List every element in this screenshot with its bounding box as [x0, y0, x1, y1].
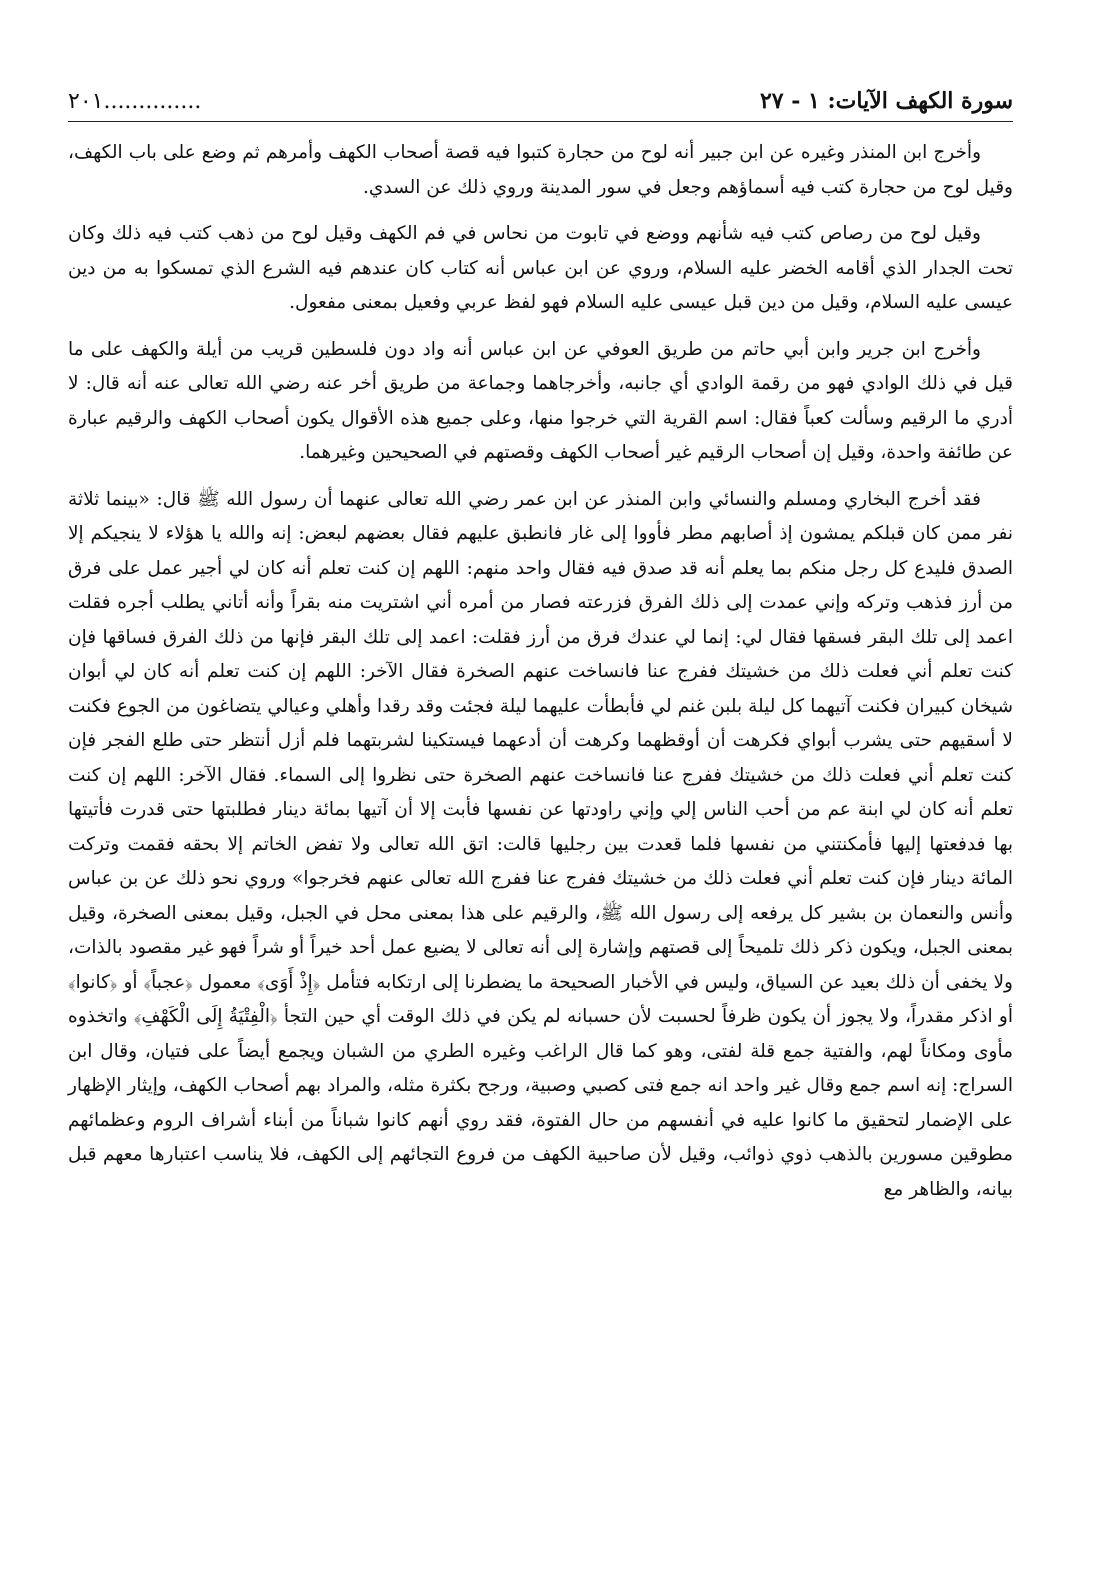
surah-title: سورة الكهف الآيات: ١ - ٢٧: [759, 88, 1013, 114]
paragraph-cave-hadith: فقد أخرج البخاري ومسلم والنسائي وابن المنذر عن ابن عمر رضي الله تعالى عنهما أن رسول الله ﷺ قال: «بينما ثلاثة نفر ممن كان قبلكم يمشون إذ أصابهم مطر فأووا إلى غار فانطبق عليهم فقال بعضهم لبعض: إنه والله يا هؤلاء لا ينجيكم إلا الصدق فليدع كل رجل منكم بما يعلم أنه قد صدق فيه فقال واحد منهم: اللهم إن كنت تعلم أنه كان لي أجير عمل على فرق من أرز فذهب وتركه وإني عمدت إلى ذلك الفرق فزرعته فصار من أمره أني اشتريت منه بقراً وأنه أتاني يطلب أجره فقلت اعمد إلى تلك البقر فسقها فقال لي: إنما لي عندك فرق من أرز فقلت: اعمد إلى تلك البقر فإنها من ذلك الفرق فساقها فإن كنت تعلم أني فعلت ذلك من خشيتك ففرج عنا فانساخت عنهم الصخرة فقال الآخر: اللهم إن كنت تعلم أنه كان لي أبوان شيخان كبيران فكنت آتيهما كل ليلة بلبن غنم لي فأبطأت عليهما ليلة فجئت وقد رقدا وأهلي وعيالي يتضاغون من الجوع فكنت لا أسقيهم حتى يشرب أبواي فكرهت أن أوقظهما وكرهت أن أدعهما فيستكينا لشربتهما فلم أزل أنتظر حتى طلع الفجر فإن كنت تعلم أني فعلت ذلك من خشيتك ففرج عنا فانساخت عنهم الصخرة حتى نظروا إلى السماء. فقال الآخر: اللهم إن كنت تعلم أنه كان لي ابنة عم من أحب الناس إلي وإني راودتها عن نفسها فأبت إلا أن آتيها بمائة دينار فطلبتها حتى قدرت فأتيتها بها فدفعتها إليها فأمكنتني من نفسها فلما قعدت بين رجليها قالت: اتق الله تعالى ولا تفض الخاتم إلا بحقه فقمت وتركت المائة دينار فإن كنت تعلم أني فعلت ذلك من خشيتك ففرج عنا ففرج الله تعالى عنهم فخرجوا» وروي نحو ذلك عن بن عباس وأنس والنعمان بن بشير كل يرفعه إلى رسول الله ﷺ، والرقيم على هذا بمعنى محل في الجبل، وقيل بمعنى الصخرة، وقيل بمعنى الجبل، ويكون ذكر ذلك تلميحاً إلى قصتهم وإشارة إلى أنه تعالى لا يضيع عمل أحد خيراً أو شراً فهو غير مقصود بالذات، ولا يخفى أن ذلك بعيد عن السياق، وليس في الأخبار الصحيحة ما يضطرنا إلى ارتكابه فتأمل ﴿إِذْ أَوَى﴾ معمول ﴿عجباً﴾ أو ﴿كانوا﴾ أو اذكر مقدراً، ولا يجوز أن يكون ظرفاً لحسبت لأن حسبانه لم يكن في ذلك الوقت أي حين التجأ ﴿الْفِتْيَةُ إِلَى الْكَهْفِ﴾ واتخذوه مأوى ومكاناً لهم، والفتية جمع قلة لفتى، وهو كما قال الراغب وغيره الطري من الشبان ويجمع أيضاً على فتيان، وقال ابن السراج: إنه اسم جمع وقال غير واحد انه جمع فتى كصبي وصبية، ورجح بكثرة مثله، والمراد بهم أصحاب الكهف، وإيثار الإظهار على الإضمار لتحقيق ما كانوا عليه في أنفسهم من حال الفتوة، فقد روي أنهم كانوا شباناً من أبناء أشراف الروم وعظمائهم مطوقين مسورين بالذهب ذوي ذوائب، وقيل لأن صاحبية الكهف من فروع التجائهم إلى الكهف، فلا يناسب اعتبارها معهم قبل بيانه، والظاهر مع: [68, 488, 1013, 1200]
running-header: [68, 86, 1013, 122]
paragraph-lead-tablet: وقيل لوح من رصاص كتب فيه شأنهم ووضع في تابوت من نحاس في فم الكهف وقيل لوح من ذهب كتب فيه ذلك وكان تحت الجدار الذي أقامه الخضر عليه السلام، وروي عن ابن عباس أنه كتاب كان عندهم فيه الشرع الذي تمسكوا به من دين عيسى عليه السلام، وقيل من دين قبل عيسى عليه السلام فهو لفظ عربي وفعيل بمعنى مفعول.: [68, 223, 1013, 313]
book-page: [68, 86, 1013, 1207]
paragraph-ibn-jarir: وأخرج ابن جرير وابن أبي حاتم من طريق العوفي عن ابن عباس أنه واد دون فلسطين قريب من أيلة والكهف على ما قيل في ذلك الوادي فهو من رقمة الوادي أي جانبه، وأخرجاهما وجماعة من طريق أخر عنه رضي الله تعالى عنه أنه قال: لا أدري ما الرقيم وسألت كعباً فقال: اسم القرية التي خرجوا منها، وعلى جميع هذه الأقوال يكون أصحاب الكهف والرقيم عبارة عن طائفة واحدة، وقيل إن أصحاب الرقيم غير أصحاب الكهف وقصتهم في الصحيحين وغيرهما.: [68, 338, 1013, 463]
page-number-group: [68, 87, 201, 117]
body-text: [68, 136, 1013, 1207]
page-number: ٢٠١: [68, 89, 104, 114]
paragraph-ibn-jubayr: وأخرج ابن المنذر وغيره عن ابن جبير أنه لوح من حجارة كتبوا فيه قصة أصحاب الكهف وأمرهم ثم وضع على باب الكهف، وقيل لوح من حجارة كتب فيه أسماؤهم وجعل في سور المدينة وروي ذلك عن السدي.: [68, 142, 1013, 198]
header-dot-leader: ..............: [103, 89, 202, 114]
